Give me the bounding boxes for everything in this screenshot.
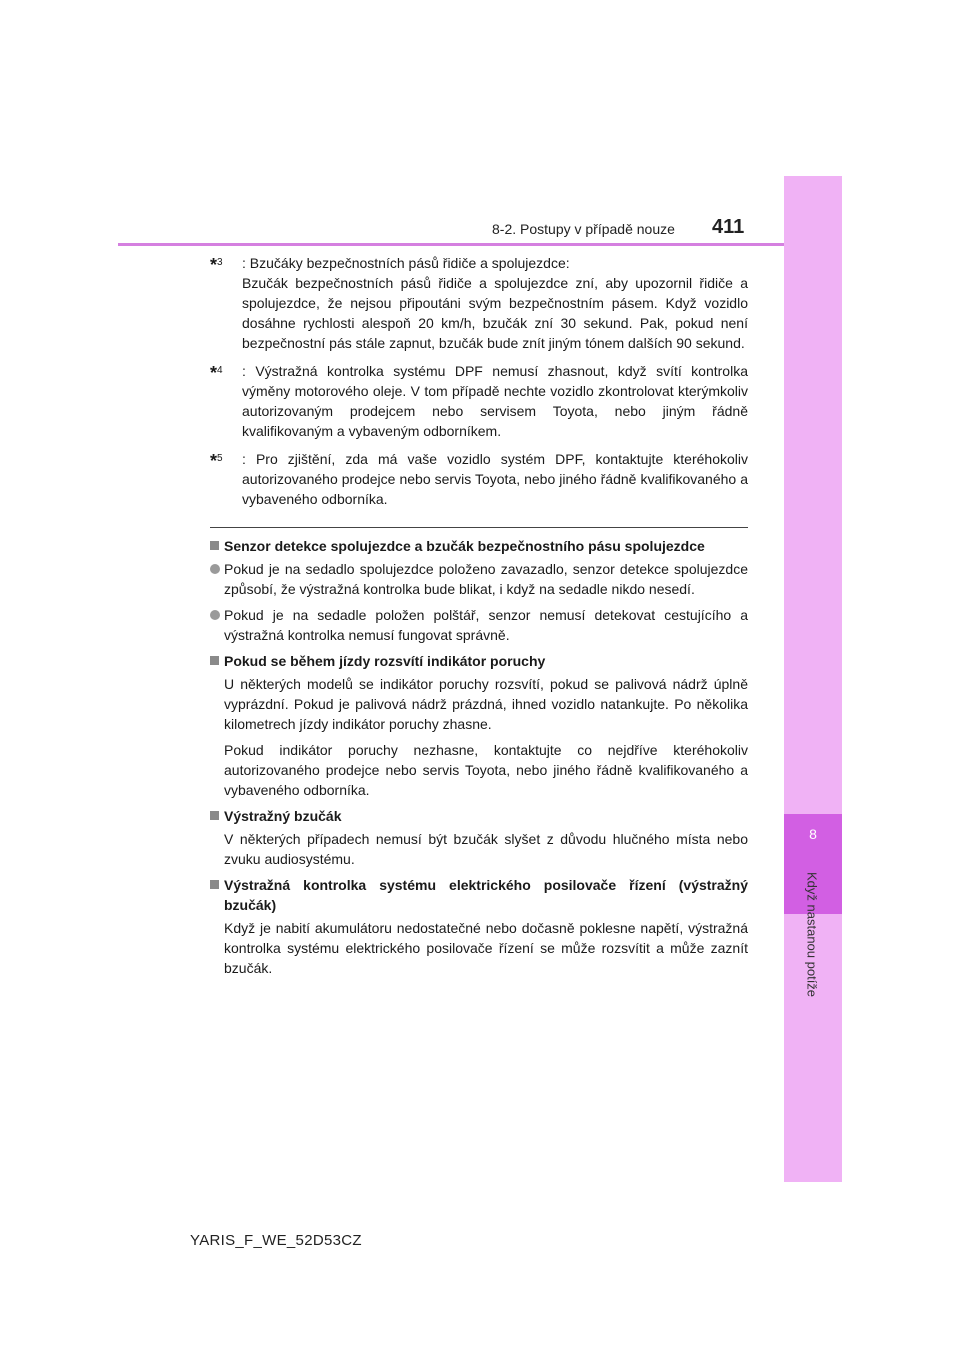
- footnote-marker: *$^5$: [210, 451, 223, 471]
- square-bullet-icon: [210, 880, 219, 889]
- footnote-title: : Bzučáky bezpečnostních pásů řidiče a spolujezdce:: [242, 255, 570, 271]
- footnote-5: [210, 449, 748, 509]
- paragraph: Když je nabití akumulátoru nedostatečné nebo dočasně poklesne napětí, výstražná kontrolka systému elektrického posilovače řízení se může rozsvítit a může zaznít bzučák.: [224, 920, 748, 976]
- footnote-4: [210, 361, 748, 441]
- section-heading: Výstražná kontrolka systému elektrického posilovače řízení (výstražný bzučák): [210, 875, 748, 915]
- circle-bullet-icon: [210, 564, 220, 574]
- square-bullet-icon: [210, 656, 219, 665]
- main-content: [210, 253, 748, 984]
- square-bullet-icon: [210, 811, 219, 820]
- list-item: Pokud je na sedadle položen polštář, senzor nemusí detekovat cestujícího a výstražná kontrolka nemusí fungovat správně.: [210, 605, 748, 645]
- footnote-text: Bzučák bezpečnostních pásů řidiče a spolujezdce zní, aby upozornil řidiče a spolujezdce, že nejsou připoutáni svým bezpečnostním pásem. Když vozidlo dosáhne rychlosti alespoň 20 km/h, bzučák zní 30 sekund. Pak, pokud není bezpečnostní pás stále zapnut, bzučák bude znít jiným tónem dalších 90 sekund.: [242, 275, 748, 351]
- section-heading: Senzor detekce spolujezdce a bzučák bezpečnostního pásu spolujezdce: [210, 536, 748, 556]
- header-rule: [118, 243, 784, 246]
- footnote-text: : Výstražná kontrolka systému DPF nemusí zhasnout, když svítí kontrolka výměny motorového oleje. V tom případě nechte vozidlo zkontrolovat kterýmkoliv autorizovaným prodejcem nebo servisem Toyota, nebo jiným řádně kvalifikovaným a vybaveným odborníkem.: [242, 363, 748, 439]
- circle-bullet-icon: [210, 610, 220, 620]
- footnote-marker: *$^4$: [210, 363, 223, 383]
- document-code: YARIS_F_WE_52D53CZ: [190, 1232, 362, 1249]
- chapter-number: 8: [809, 826, 817, 842]
- section-heading: Pokud se během jízdy rozsvítí indikátor poruchy: [210, 651, 748, 671]
- header-section-title: 8-2. Postupy v případě nouze: [492, 221, 675, 237]
- footnote-marker: *$^3$: [210, 255, 223, 275]
- page-number: 411: [712, 216, 745, 238]
- footnote-text: : Pro zjištění, zda má vaše vozidlo systém DPF, kontaktujte kteréhokoliv autorizovaného prodejce nebo servis Toyota, nebo jiného řádně kvalifikovaného a vybaveného odborníka.: [242, 451, 748, 507]
- paragraph: U některých modelů se indikátor poruchy rozsvítí, pokud se palivová nádrž úplně vyprázdní. Pokud je palivová nádrž prázdná, ihned vozidlo natankujte. Po několika kilometrech jízdy indikátor poruchy zhasne.: [224, 676, 748, 732]
- footnote-3: [210, 253, 748, 353]
- section-divider: [210, 527, 748, 528]
- section-heading: Výstražný bzučák: [210, 806, 748, 826]
- list-item: Pokud je na sedadlo spolujezdce položeno zavazadlo, senzor detekce spolujezdce způsobí, že výstražná kontrolka bude blikat, i když na sedadle nikdo nesedí.: [210, 559, 748, 599]
- paragraph: V některých případech nemusí být bzučák slyšet z důvodu hlučného místa nebo zvuku audiosystému.: [224, 831, 748, 867]
- chapter-title: Když nastanou potíže: [804, 872, 820, 998]
- square-bullet-icon: [210, 541, 219, 550]
- paragraph: Pokud indikátor poruchy nezhasne, kontaktujte co nejdříve kteréhokoliv autorizovaného prodejce nebo servis Toyota, nebo jiného řádně kvalifikovaného a vybaveného odborníka.: [224, 742, 748, 798]
